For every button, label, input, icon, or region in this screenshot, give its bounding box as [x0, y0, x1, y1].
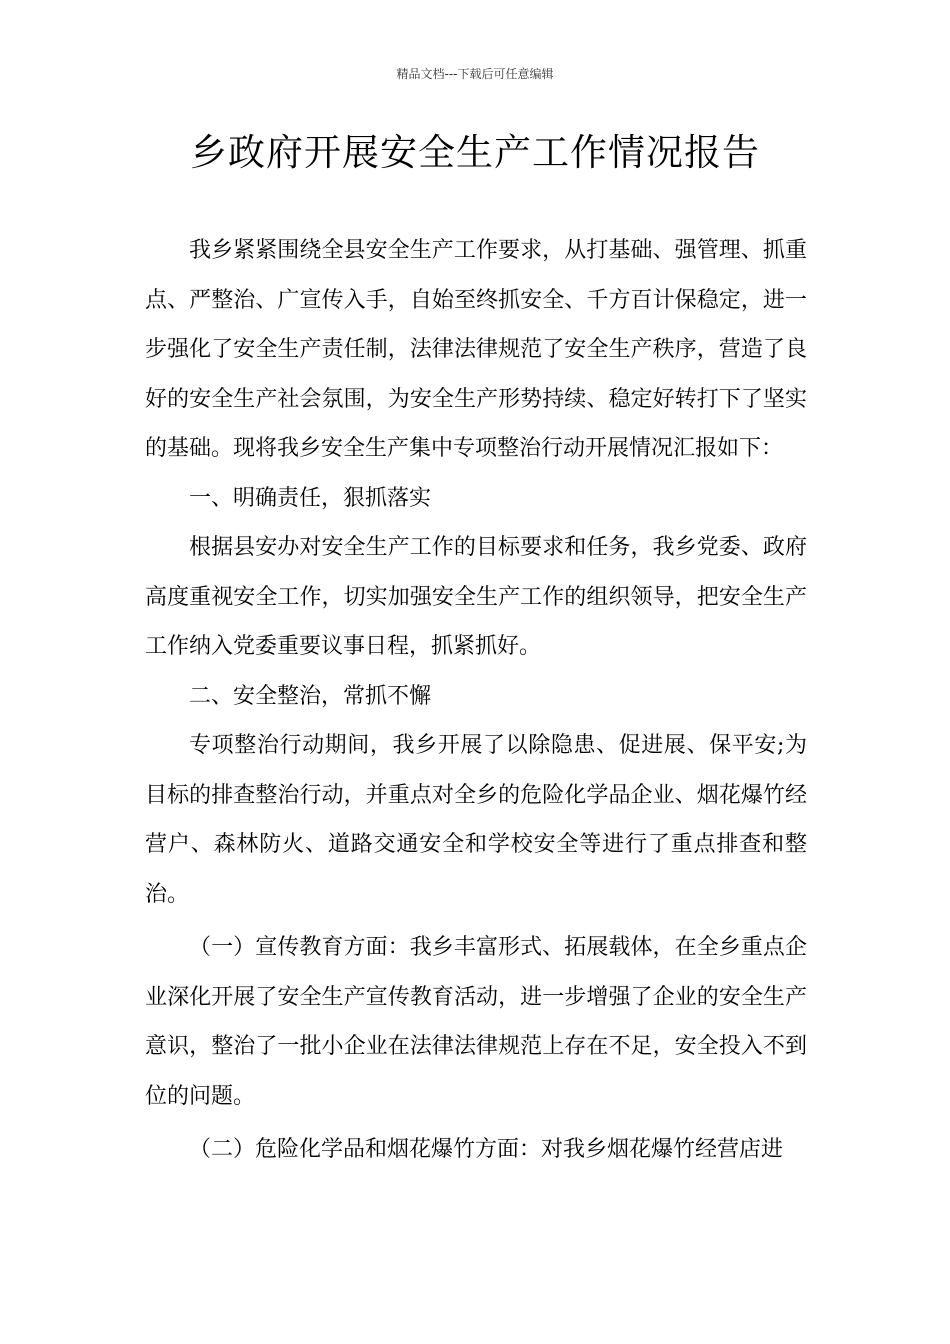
document-body	[145, 226, 807, 1175]
subsection-paragraph-1: （一）宣传教育方面：我乡丰富形式、拓展载体，在全乡重点企业深化开展了安全生产宣传教育活动，进一步增强了企业的安全生产意识，整治了一批小企业在法律法律规范上存在不足，安全投入不到位的问题。	[145, 935, 807, 1109]
section-heading-1: 一、明确责任，狠抓落实	[189, 485, 432, 511]
section-heading-2: 二、安全整治，常抓不懈	[189, 683, 432, 709]
section-paragraph-2: 专项整治行动期间，我乡开展了以除隐患、促进展、保平安;为目标的排查整治行动，并重点对全乡的危险化学品企业、烟花爆竹经营户、森林防火、道路交通安全和学校安全等进行了重点排查和整治。	[145, 733, 807, 907]
intro-paragraph: 我乡紧紧围绕全县安全生产工作要求，从打基础、强管理、抓重点、严整治、广宣传入手，自始至终抓安全、千方百计保稳定，进一步强化了安全生产责任制，法律法律规范了安全生产秩序，营造了良好的安全生产社会氛围，为安全生产形势持续、稳定好转打下了坚实的基础。现将我乡安全生产集中专项整治行动开展情况汇报如下：	[145, 238, 807, 461]
subsection-paragraph-2: （二）危险化学品和烟花爆竹方面：对我乡烟花爆竹经营店进	[189, 1137, 784, 1162]
document-title: 乡政府开展安全生产工作情况报告	[190, 131, 760, 174]
header-note: 精品文档---下载后可任意编辑	[396, 67, 554, 81]
section-paragraph-1: 根据县安办对安全生产工作的目标要求和任务，我乡党委、政府高度重视安全工作，切实加强安全生产工作的组织领导，把安全生产工作纳入党委重要议事日程，抓紧抓好。	[145, 535, 807, 659]
